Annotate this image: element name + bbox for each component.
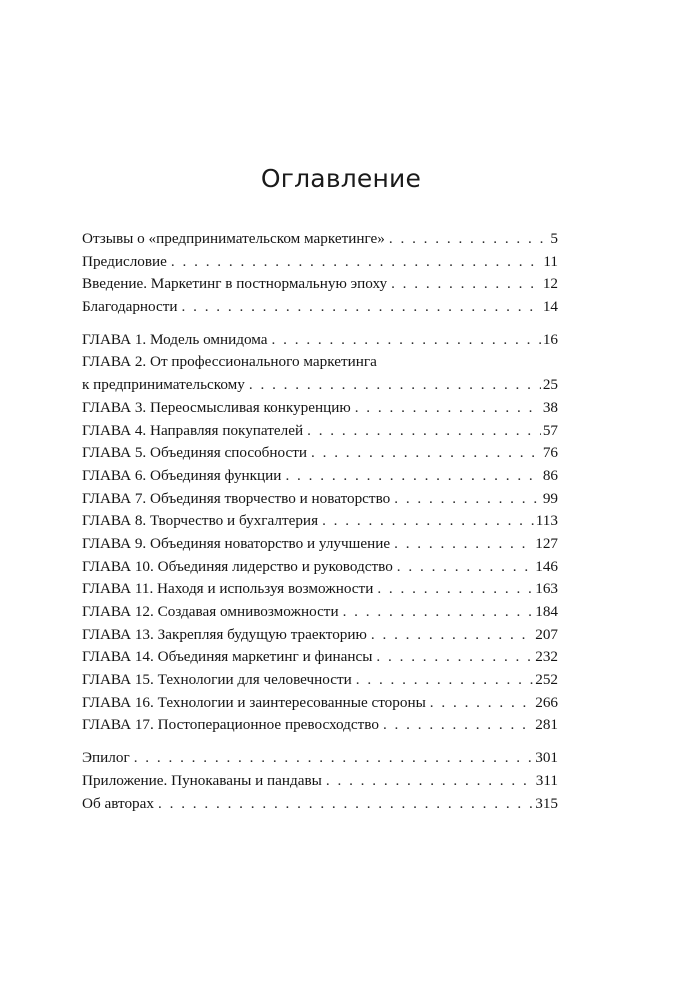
toc-entry[interactable] [82, 714, 558, 737]
toc-entry-label: ГЛАВА 7. Объединяя творчество и новаторство [82, 489, 391, 507]
toc-entry-label: Эпилог [82, 749, 130, 767]
toc-entry-label: Введение. Маркетинг в постнормальную эпоху [82, 275, 388, 293]
dot-leader [158, 793, 533, 816]
toc-entry-label: ГЛАВА 12. Создавая омнивозможности [82, 603, 339, 620]
toc-entry-label: ГЛАВА 15. Технологии для человечности [82, 671, 352, 689]
toc-entry[interactable] [82, 465, 558, 488]
toc-entry-first-line[interactable] [82, 351, 558, 374]
toc-entry-page: 311 [535, 771, 558, 789]
toc-entry-label: Приложение. Пунокаваны и пандавы [82, 771, 322, 789]
dot-leader [356, 669, 533, 692]
toc-entry-page: 315 [535, 794, 558, 812]
toc-entry-label: ГЛАВА 1. Модель омнидома [82, 330, 268, 348]
toc-front-matter [82, 228, 558, 319]
toc-entry[interactable] [82, 692, 558, 715]
toc-entry-label: ГЛАВА 10. Объединяя лидерство и руководство [82, 557, 393, 575]
toc-entry-label: ГЛАВА 4. Направляя покупателей [82, 421, 304, 439]
toc-entry[interactable] [82, 228, 558, 251]
dot-leader [394, 488, 541, 511]
toc-entry-label: ГЛАВА 5. Объединяя способности [82, 444, 308, 462]
dot-leader [326, 770, 534, 793]
toc-entry[interactable] [82, 296, 558, 319]
page-title: Оглавление [260, 163, 422, 193]
table-of-contents [82, 228, 558, 815]
toc-entry-label: Предисловие [82, 252, 167, 270]
toc-entry-label: ГЛАВА 17. Постоперационное превосходство [82, 716, 379, 734]
toc-entry[interactable] [82, 601, 558, 624]
dot-leader [322, 510, 534, 533]
toc-entry-page: 184 [535, 603, 558, 620]
toc-entry[interactable] [82, 770, 558, 793]
toc-entry[interactable] [82, 510, 558, 533]
toc-entry[interactable] [82, 793, 558, 816]
toc-entry[interactable] [82, 273, 558, 296]
dot-leader [430, 692, 533, 715]
toc-entry-label: ГЛАВА 11. Находя и используя возможности [82, 580, 374, 598]
toc-entry-page: 16 [542, 330, 558, 348]
dot-leader [355, 397, 541, 420]
toc-entry[interactable] [82, 533, 558, 556]
toc-entry-label: ГЛАВА 2. От профессионального маркетинга [82, 353, 377, 371]
toc-entry-page: 76 [542, 444, 558, 462]
toc-entry-page: 38 [542, 398, 558, 416]
toc-entry[interactable] [82, 578, 558, 601]
dot-leader [376, 646, 533, 669]
toc-entry[interactable] [82, 624, 558, 647]
dot-leader [371, 624, 533, 647]
toc-entry-page: 281 [535, 716, 558, 734]
dot-leader [171, 251, 541, 274]
dot-leader [285, 465, 540, 488]
dot-leader [134, 747, 534, 770]
toc-entry-page: 25 [542, 376, 558, 394]
toc-entry[interactable] [82, 442, 558, 465]
dot-leader [389, 228, 549, 251]
dot-leader [383, 714, 533, 737]
toc-entry-page: 301 [535, 749, 558, 767]
toc-entry[interactable] [82, 669, 558, 692]
toc-entry-label: ГЛАВА 14. Объединяя маркетинг и финансы [82, 648, 373, 666]
dot-leader [391, 273, 541, 296]
toc-entry[interactable] [82, 374, 558, 397]
toc-entry[interactable] [82, 747, 558, 770]
toc-entry[interactable] [82, 329, 558, 352]
dot-leader [249, 374, 541, 397]
toc-entry[interactable] [82, 251, 558, 274]
toc-entry-label: ГЛАВА 3. Переосмысливая конкуренцию [82, 398, 351, 416]
toc-entry-page: 207 [535, 625, 558, 643]
toc-back-matter [82, 747, 558, 815]
toc-entry-label: ГЛАВА 6. Объединяя функции [82, 466, 282, 484]
toc-entry-page: 86 [542, 466, 558, 484]
toc-entry-label: ГЛАВА 8. Творчество и бухгалтерия [82, 512, 319, 530]
toc-entry-page: 5 [550, 230, 558, 247]
toc-entry-label: ГЛАВА 16. Технологии и заинтересованные стороны [82, 693, 426, 711]
toc-entry-label: ГЛАВА 9. Объединяя новаторство и улучшение [82, 534, 391, 552]
toc-entry-page: 14 [542, 298, 558, 316]
dot-leader [272, 329, 541, 352]
dot-leader [343, 601, 534, 624]
dot-leader [182, 296, 541, 319]
toc-entry[interactable] [82, 646, 558, 669]
toc-entry[interactable] [82, 420, 558, 443]
toc-entry-label: к предпринимательскому [82, 376, 245, 394]
toc-entry-page: 12 [542, 275, 558, 293]
toc-entry-page: 232 [535, 648, 558, 666]
toc-entry-label: Отзывы о «предпринимательском маркетинге» [82, 230, 385, 247]
toc-entry-page: 11 [543, 252, 558, 270]
dot-leader [397, 556, 533, 579]
toc-entry-page: 99 [542, 489, 558, 507]
dot-leader [394, 533, 533, 556]
toc-entry-label: Благодарности [82, 298, 178, 316]
toc-entry[interactable] [82, 397, 558, 420]
toc-entry[interactable] [82, 488, 558, 511]
toc-entry-page: 113 [535, 512, 558, 530]
toc-chapters [82, 329, 558, 737]
toc-entry-label: ГЛАВА 13. Закрепляя будущую траекторию [82, 625, 367, 643]
toc-entry-page: 146 [535, 557, 558, 575]
toc-entry-page: 127 [535, 534, 558, 552]
toc-entry-page: 57 [542, 421, 558, 439]
dot-leader [311, 442, 541, 465]
toc-entry-page: 163 [535, 580, 558, 598]
dot-leader [377, 578, 533, 601]
toc-entry-label: Об авторах [82, 794, 154, 812]
toc-entry[interactable] [82, 556, 558, 579]
toc-entry-page: 252 [535, 671, 558, 689]
dot-leader [307, 420, 541, 443]
toc-entry-page: 266 [535, 693, 558, 711]
